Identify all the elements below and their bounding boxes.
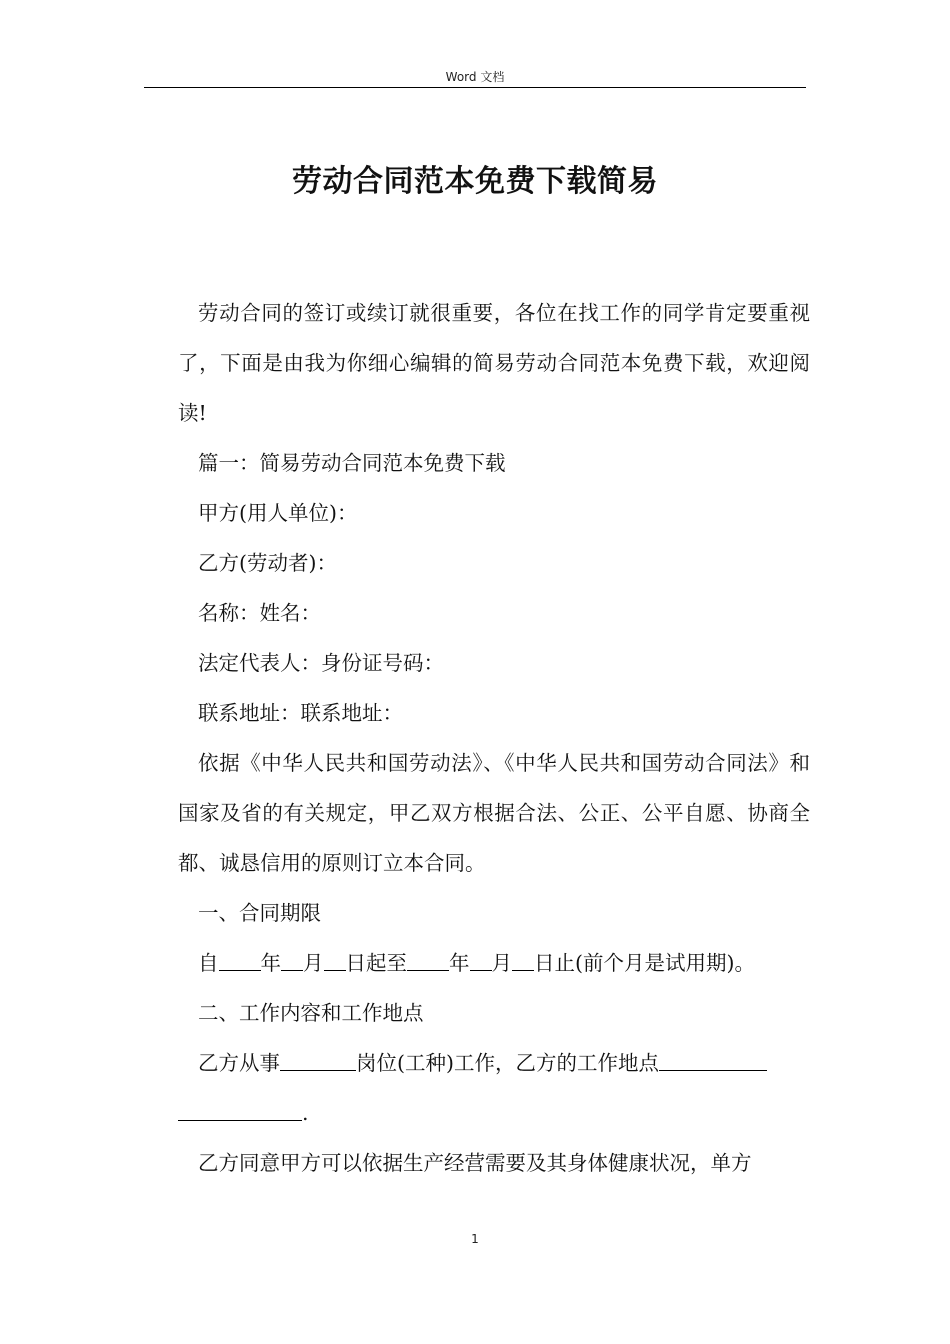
term-text-from: 自	[198, 951, 219, 975]
clause-1-heading: 一、合同期限	[198, 901, 321, 925]
job-line-continued	[178, 1088, 810, 1138]
address-line: 联系地址：联系地址：	[198, 701, 403, 725]
job-text-period: .	[302, 1101, 309, 1125]
blank-location-1	[659, 1050, 767, 1072]
header-divider	[144, 87, 806, 88]
job-text-location: 岗位(工种)工作，乙方的工作地点	[356, 1051, 659, 1075]
consent-paragraph: 乙方同意甲方可以依据生产经营需要及其身体健康状况，单方	[198, 1151, 752, 1175]
document-body	[178, 288, 810, 1188]
page-header-text: Word 文档	[445, 70, 505, 84]
blank-start-month	[281, 950, 303, 972]
term-text-year: 年	[260, 951, 281, 975]
representative-line: 法定代表人：身份证号码：	[198, 651, 444, 675]
job-text-engage: 乙方从事	[198, 1051, 280, 1075]
blank-position	[280, 1050, 356, 1072]
job-line	[178, 1038, 810, 1088]
blank-start-day	[324, 950, 346, 972]
term-text-end-year: 年	[449, 951, 470, 975]
section-heading: 篇一：简易劳动合同范本免费下载	[198, 451, 506, 475]
blank-start-year	[219, 950, 261, 972]
contract-term-line	[178, 938, 810, 988]
document-title: 劳动合同范本免费下载简易	[292, 164, 658, 199]
page-number: 1	[471, 1232, 479, 1246]
intro-paragraph: 劳动合同的签订或续订就很重要，各位在找工作的同学肯定要重视了，下面是由我为你细心编辑的简易劳动合同范本免费下载，欢迎阅读!	[178, 301, 810, 425]
blank-end-year	[407, 950, 449, 972]
term-text-month: 月	[303, 951, 324, 975]
term-text-end: 日止(前个月是试用期)。	[534, 951, 755, 975]
party-a-line: 甲方(用人单位)：	[198, 501, 358, 525]
clause-2-heading: 二、工作内容和工作地点	[198, 1001, 424, 1025]
blank-location-2	[178, 1100, 302, 1122]
term-text-to: 日起至	[345, 951, 407, 975]
name-line: 名称：姓名：	[198, 601, 321, 625]
party-b-line: 乙方(劳动者)：	[198, 551, 337, 575]
basis-paragraph: 依据《中华人民共和国劳动法》、《中华人民共和国劳动合同法》和国家及省的有关规定，甲乙双方根据合法、公正、公平自愿、协商全都、诚恳信用的原则订立本合同。	[178, 751, 810, 875]
term-text-end-month: 月	[491, 951, 512, 975]
blank-end-day	[512, 950, 534, 972]
blank-end-month	[470, 950, 492, 972]
